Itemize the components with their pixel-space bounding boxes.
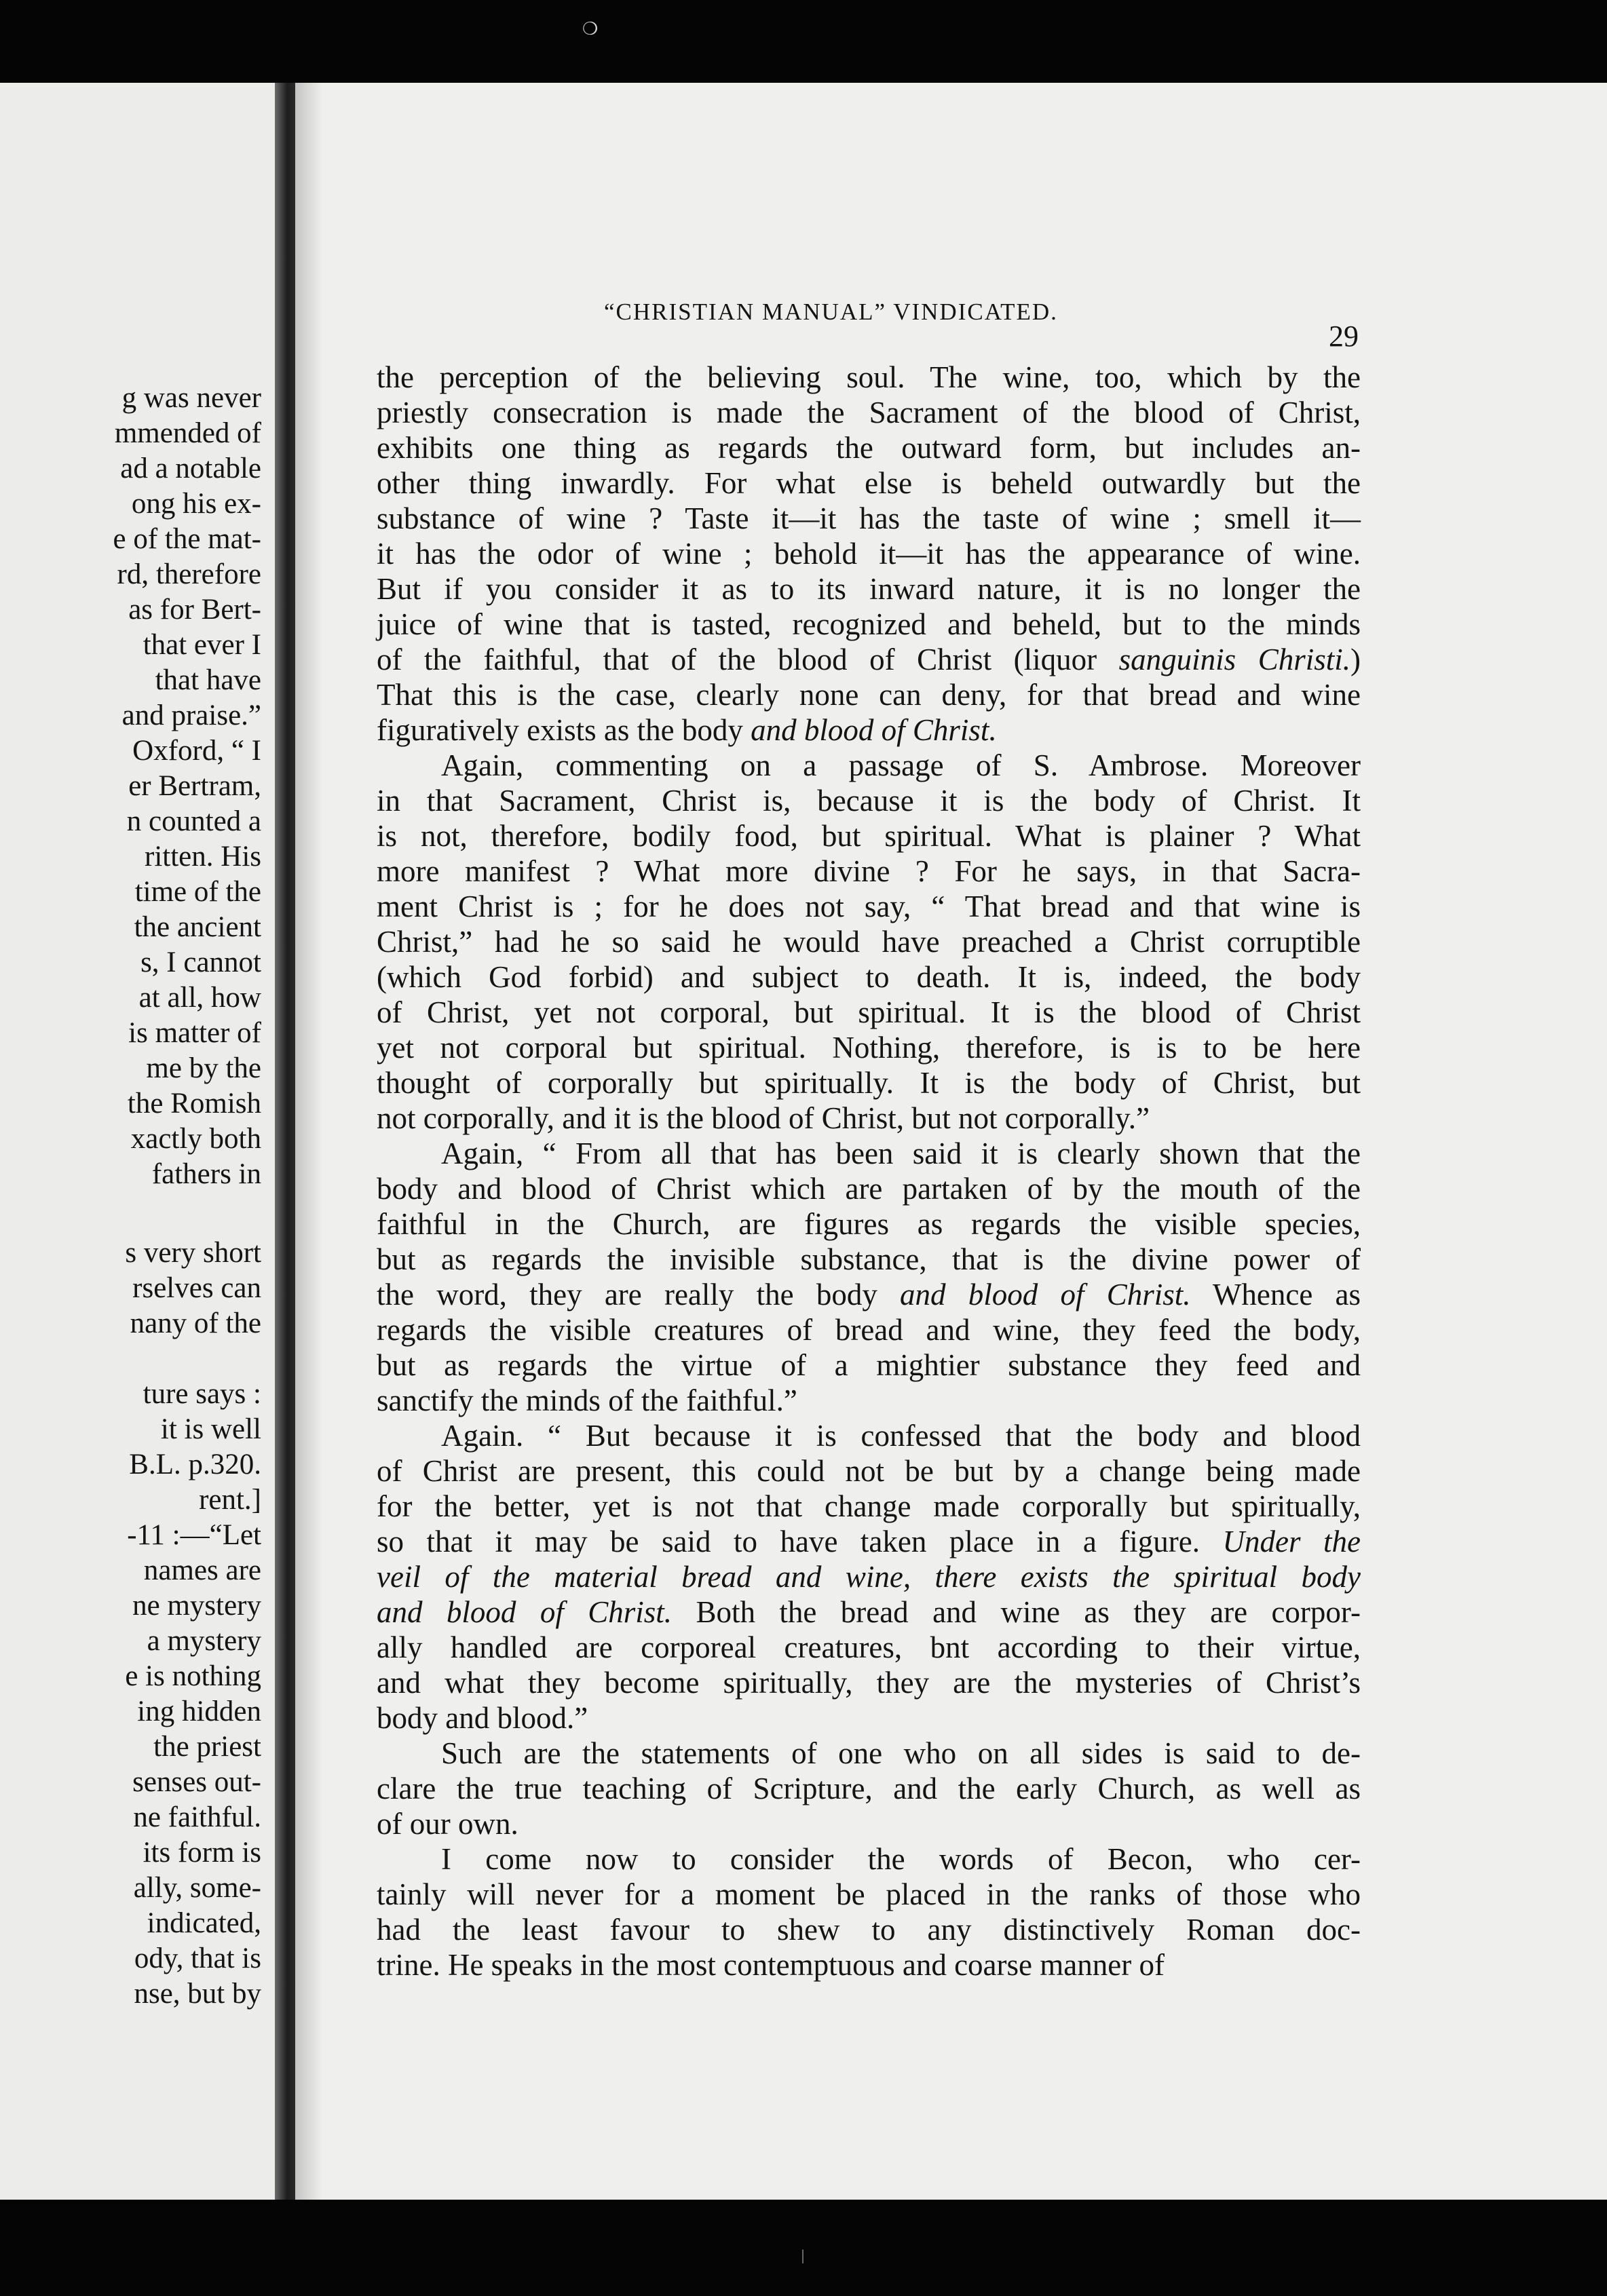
text-line: substance of wine ? Taste it—it has the taste of wine ; smell it— xyxy=(377,501,1361,535)
facing-page-line: xactly both xyxy=(130,1123,261,1155)
text-line: so that it may be said to have taken place in a figure. Under the xyxy=(377,1525,1361,1558)
text-line: but as regards the invisible substance, that is the divine power of xyxy=(377,1242,1361,1276)
facing-page-line: me by the xyxy=(146,1052,261,1084)
scan-speck: ❍ xyxy=(582,19,599,39)
facing-page-line: rselves can xyxy=(132,1272,261,1304)
facing-page-line: it is well xyxy=(160,1413,261,1445)
facing-page-line: g was never xyxy=(121,382,261,414)
facing-page-line: is matter of xyxy=(128,1017,261,1049)
body-text xyxy=(377,360,1361,1983)
facing-page-line: rent.] xyxy=(199,1484,261,1516)
text-line: ally handled are corporeal creatures, bnt according to their virtue, xyxy=(377,1630,1361,1664)
facing-page-line: ody, that is xyxy=(134,1943,261,1974)
text-line: of Christ are present, this could not be but by a change being made xyxy=(377,1454,1361,1488)
facing-page-left xyxy=(0,83,275,2200)
facing-page-line: B.L. p.320. xyxy=(129,1449,261,1480)
text-line: Christ,” had he so said he would have preached a Christ corruptible xyxy=(377,925,1361,959)
text-line: (which God forbid) and subject to death. It is, indeed, the body xyxy=(377,960,1361,994)
facing-page-line: er Bertram, xyxy=(128,770,261,802)
text-line: Again, commenting on a passage of S. Ambrose. Moreover xyxy=(441,748,1361,782)
facing-page-line: ing hidden xyxy=(137,1696,261,1727)
facing-page-line: the ancient xyxy=(134,911,261,943)
text-line: of Christ, yet not corporal, but spiritual. It is the blood of Christ xyxy=(377,995,1361,1029)
running-header: “CHRISTIAN MANUAL” VINDICATED. xyxy=(604,299,1058,325)
facing-page-line: that have xyxy=(155,664,261,696)
facing-page-line: and praise.” xyxy=(121,700,261,731)
text-line: ment Christ is ; for he does not say, “ That bread and that wine is xyxy=(377,889,1361,923)
facing-page-line: e is nothing xyxy=(125,1660,261,1692)
text-line: trine. He speaks in the most contemptuous and coarse manner of xyxy=(377,1948,1165,1982)
text-line: Such are the statements of one who on all sides is said to de- xyxy=(441,1736,1361,1770)
text-line: and blood of Christ. Both the bread and wine as they are corpor- xyxy=(377,1595,1361,1629)
text-line: the perception of the believing soul. The wine, too, which by the xyxy=(377,360,1361,394)
text-line: Again. “ But because it is confessed that the body and blood xyxy=(441,1419,1361,1453)
facing-page-line: s, I cannot xyxy=(140,946,261,978)
facing-page-line: ne mystery xyxy=(132,1590,261,1622)
facing-page-line: ad a notable xyxy=(120,453,261,484)
facing-page-line: ong his ex- xyxy=(131,488,261,520)
text-line: regards the visible creatures of bread and wine, they feed the body, xyxy=(377,1313,1361,1347)
text-line: I come now to consider the words of Becon, who cer- xyxy=(441,1842,1361,1876)
facing-page-line: n counted a xyxy=(126,805,261,837)
text-line: figuratively exists as the body and blood of Christ. xyxy=(377,713,997,747)
book-gutter xyxy=(275,83,295,2200)
text-line: other thing inwardly. For what else is beheld outwardly but the xyxy=(377,466,1361,500)
facing-page-line: fathers in xyxy=(151,1158,261,1190)
facing-page-line: its form is xyxy=(143,1837,261,1869)
text-line: clare the true teaching of Scripture, and the early Church, as well as xyxy=(377,1772,1361,1805)
text-line: it has the odor of wine ; behold it—it has the appearance of wine. xyxy=(377,537,1361,571)
facing-page-line: the Romish xyxy=(127,1088,261,1120)
facing-page-line: that ever I xyxy=(143,629,261,661)
facing-page-line: names are xyxy=(143,1554,261,1586)
facing-page-line: s very short xyxy=(125,1237,261,1269)
gutter-shadow xyxy=(295,83,322,2200)
text-line: Again, “ From all that has been said it is clearly shown that the xyxy=(441,1136,1361,1170)
facing-page-line: as for Bert- xyxy=(128,594,261,626)
text-line: but as regards the virtue of a mightier substance they feed and xyxy=(377,1348,1361,1382)
text-line: the word, they are really the body and blood of Christ. Whence as xyxy=(377,1278,1361,1312)
facing-page-line: at all, how xyxy=(138,982,261,1014)
facing-page-line: ally, some- xyxy=(133,1872,261,1904)
text-line: body and blood of Christ which are partaken of by the mouth of the xyxy=(377,1172,1361,1206)
text-line: veil of the material bread and wine, there exists the spiritual body xyxy=(377,1560,1361,1594)
text-line: faithful in the Church, are figures as regards the visible species, xyxy=(377,1207,1361,1241)
facing-page-line: indicated, xyxy=(147,1907,261,1939)
facing-page-line: ne faithful. xyxy=(133,1801,261,1833)
text-line: is not, therefore, bodily food, but spiritual. What is plainer ? What xyxy=(377,819,1361,853)
text-line: had the least favour to shew to any distinctively Roman doc- xyxy=(377,1913,1361,1947)
text-line: of the faithful, that of the blood of Christ (liquor sanguinis Christi.) xyxy=(377,643,1361,676)
facing-page-line: ture says : xyxy=(143,1378,261,1410)
text-line: not corporally, and it is the blood of Christ, but not corporally.” xyxy=(377,1101,1150,1135)
text-line: yet not corporal but spiritual. Nothing, therefore, is is to be here xyxy=(377,1031,1361,1065)
facing-page-line: nse, but by xyxy=(134,1978,261,2010)
text-line: of our own. xyxy=(377,1807,518,1841)
text-line: That this is the case, clearly none can deny, for that bread and wine xyxy=(377,678,1361,712)
facing-page-line: time of the xyxy=(134,876,261,908)
facing-page-line: ritten. His xyxy=(145,841,261,873)
text-line: priestly consecration is made the Sacrament of the blood of Christ, xyxy=(377,396,1361,429)
text-line: But if you consider it as to its inward nature, it is no longer the xyxy=(377,572,1361,606)
text-line: juice of wine that is tasted, recognized and beheld, but to the minds xyxy=(377,607,1361,641)
text-line: body and blood.” xyxy=(377,1701,588,1735)
facing-page-line: e of the mat- xyxy=(113,523,261,555)
facing-page-line: a mystery xyxy=(147,1625,261,1657)
text-line: for the better, yet is not that change made corporally but spiritually, xyxy=(377,1489,1361,1523)
facing-page-line: senses out- xyxy=(132,1766,261,1798)
facing-page-line: the priest xyxy=(153,1731,261,1763)
text-line: tainly will never for a moment be placed in the ranks of those who xyxy=(377,1877,1361,1911)
text-line: and what they become spiritually, they are the mysteries of Christ’s xyxy=(377,1666,1361,1700)
page-number: 29 xyxy=(1329,320,1359,353)
facing-page-line: -11 :—“Let xyxy=(127,1519,261,1551)
facing-page-line: rd, therefore xyxy=(117,558,261,590)
facing-page-line: Oxford, “ I xyxy=(132,735,261,767)
scan-mark: ǀ xyxy=(801,2246,806,2268)
text-line: thought of corporally but spiritually. It is the body of Christ, but xyxy=(377,1066,1361,1100)
text-line: sanctify the minds of the faithful.” xyxy=(377,1383,797,1417)
text-line: more manifest ? What more divine ? For he says, in that Sacra- xyxy=(377,854,1361,888)
facing-page-line: mmended of xyxy=(114,417,261,449)
text-line: exhibits one thing as regards the outward form, but includes an- xyxy=(377,431,1361,465)
text-line: in that Sacrament, Christ is, because it is the body of Christ. It xyxy=(377,784,1361,818)
facing-page-line: nany of the xyxy=(130,1307,261,1339)
